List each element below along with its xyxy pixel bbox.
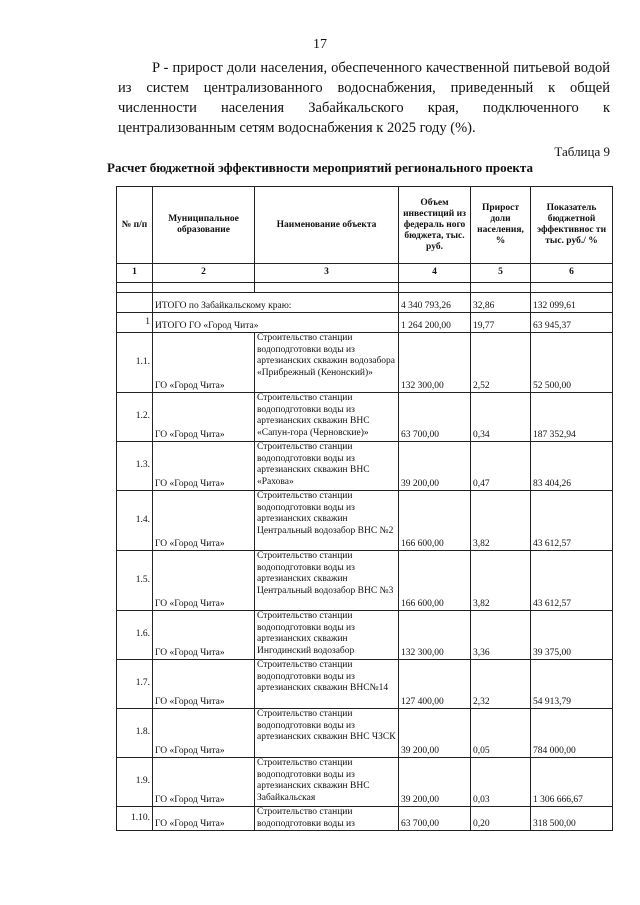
row-number: 1.6. bbox=[117, 611, 153, 660]
header-efficiency: Показатель бюджетной эффективнос ти тыс. руб./ % bbox=[531, 187, 613, 264]
row-growth: 0,47 bbox=[471, 442, 531, 491]
row-municipality: ГО «Город Чита» bbox=[153, 709, 255, 758]
header-num: № п/п bbox=[117, 187, 153, 264]
row-object: Строительство станции водоподготовки воды из артезианских скважин ВНС№14 bbox=[255, 660, 399, 709]
row-municipality: ГО «Город Чита» bbox=[153, 807, 255, 831]
row-growth: 0,05 bbox=[471, 709, 531, 758]
column-numbers-row bbox=[117, 264, 613, 283]
row-investment: 166 600,00 bbox=[399, 551, 471, 611]
row-object: Строительство станции водоподготовки воды из артезианских скважин ВНС Забайкальская bbox=[255, 758, 399, 807]
total-region-investment: 4 340 793,26 bbox=[399, 293, 471, 313]
row-growth: 3,82 bbox=[471, 491, 531, 551]
column-number: 6 bbox=[531, 264, 613, 283]
row-efficiency: 784 000,00 bbox=[531, 709, 613, 758]
row-investment: 132 300,00 bbox=[399, 333, 471, 393]
header-municipality: Муниципальное образование bbox=[153, 187, 255, 264]
table-row bbox=[117, 709, 613, 758]
row-number: 1.1. bbox=[117, 333, 153, 393]
row-number: 1.9. bbox=[117, 758, 153, 807]
row-object: Строительство станции водоподготовки воды из артезианских скважин Центральный водозабор ВНС №2 bbox=[255, 491, 399, 551]
row-growth: 0,03 bbox=[471, 758, 531, 807]
table-row bbox=[117, 491, 613, 551]
column-number: 1 bbox=[117, 264, 153, 283]
row-municipality: ГО «Город Чита» bbox=[153, 758, 255, 807]
table-row bbox=[117, 333, 613, 393]
row-efficiency: 43 612,57 bbox=[531, 491, 613, 551]
table-row bbox=[117, 807, 613, 831]
row-investment: 39 200,00 bbox=[399, 709, 471, 758]
row-efficiency: 52 500,00 bbox=[531, 333, 613, 393]
table-row bbox=[117, 611, 613, 660]
row-efficiency: 1 306 666,67 bbox=[531, 758, 613, 807]
table-number: Таблица 9 bbox=[554, 144, 610, 159]
row-investment: 39 200,00 bbox=[399, 758, 471, 807]
row-growth: 3,82 bbox=[471, 551, 531, 611]
row-number: 1.10. bbox=[117, 807, 153, 831]
total-chita-label: ИТОГО ГО «Город Чита» bbox=[153, 313, 399, 333]
row-growth: 0,34 bbox=[471, 393, 531, 442]
row-investment: 132 300,00 bbox=[399, 611, 471, 660]
row-object: Строительство станции водоподготовки воды из артезианских скважин Ингодинский водозабор bbox=[255, 611, 399, 660]
total-chita-growth: 19,77 bbox=[471, 313, 531, 333]
row-municipality: ГО «Город Чита» bbox=[153, 491, 255, 551]
row-object: Строительство станции водоподготовки воды из артезианских скважин Центральный водозабор ВНС №3 bbox=[255, 551, 399, 611]
row-efficiency: 54 913,79 bbox=[531, 660, 613, 709]
table-title: Расчет бюджетной эффективности мероприятий регионального проекта bbox=[107, 160, 533, 175]
row-number: 1.5. bbox=[117, 551, 153, 611]
row-growth: 2,52 bbox=[471, 333, 531, 393]
row-growth: 3,36 bbox=[471, 611, 531, 660]
total-region-growth: 32,86 bbox=[471, 293, 531, 313]
header-row bbox=[117, 187, 613, 264]
spacer-row bbox=[117, 283, 613, 293]
budget-efficiency-table bbox=[116, 186, 613, 831]
row-growth: 2,32 bbox=[471, 660, 531, 709]
row-efficiency: 39 375,00 bbox=[531, 611, 613, 660]
row-investment: 127 400,00 bbox=[399, 660, 471, 709]
total-chita-efficiency: 63 945,37 bbox=[531, 313, 613, 333]
table-row bbox=[117, 393, 613, 442]
row-object: Строительство станции водоподготовки воды из артезианских скважин ВНС «Рахова» bbox=[255, 442, 399, 491]
row-municipality: ГО «Город Чита» bbox=[153, 442, 255, 491]
total-chita-investment: 1 264 200,00 bbox=[399, 313, 471, 333]
header-object: Наименование объекта bbox=[255, 187, 399, 264]
row-growth: 0,20 bbox=[471, 807, 531, 831]
row-investment: 63 700,00 bbox=[399, 807, 471, 831]
table-row bbox=[117, 758, 613, 807]
row-municipality: ГО «Город Чита» bbox=[153, 393, 255, 442]
page-number: 17 bbox=[313, 37, 327, 52]
row-number: 1.7. bbox=[117, 660, 153, 709]
row-object: Строительство станции водоподготовки воды из артезианских скважин ВНС ЧЗСК bbox=[255, 709, 399, 758]
row-investment: 63 700,00 bbox=[399, 393, 471, 442]
row-efficiency: 43 612,57 bbox=[531, 551, 613, 611]
column-number: 5 bbox=[471, 264, 531, 283]
table-row bbox=[117, 660, 613, 709]
row-number: 1.3. bbox=[117, 442, 153, 491]
total-region-efficiency: 132 099,61 bbox=[531, 293, 613, 313]
row-number: 1.2. bbox=[117, 393, 153, 442]
row-object: Строительство станции водоподготовки воды из артезианских скважин ВНС «Сапун-гора (Черновские)» bbox=[255, 393, 399, 442]
row-number: 1.8. bbox=[117, 709, 153, 758]
table-row bbox=[117, 442, 613, 491]
header-growth: Прирост доли населения, % bbox=[471, 187, 531, 264]
row-municipality: ГО «Город Чита» bbox=[153, 611, 255, 660]
row-object: Строительство станции водоподготовки воды из артезианских скважин водозабора «Прибрежный (Кенонский)» bbox=[255, 333, 399, 393]
row-efficiency: 187 352,94 bbox=[531, 393, 613, 442]
total-chita-row bbox=[117, 313, 613, 333]
column-number: 3 bbox=[255, 264, 399, 283]
row-investment: 39 200,00 bbox=[399, 442, 471, 491]
row-efficiency: 318 500,00 bbox=[531, 807, 613, 831]
row-number: 1.4. bbox=[117, 491, 153, 551]
row-investment: 166 600,00 bbox=[399, 491, 471, 551]
intro-paragraph: P - прирост доли населения, обеспеченного качественной питьевой водой из систем централизованного водоснабжения, приведенный к общей численности населения Забайкальского края, подключенного к централизованным сетям водоснабжения к 2025 году (%). bbox=[118, 60, 610, 136]
total-chita-num: 1 bbox=[117, 313, 153, 333]
row-object: Строительство станции водоподготовки воды из bbox=[255, 807, 399, 831]
total-region-row bbox=[117, 293, 613, 313]
row-municipality: ГО «Город Чита» bbox=[153, 551, 255, 611]
column-number: 4 bbox=[399, 264, 471, 283]
row-efficiency: 83 404,26 bbox=[531, 442, 613, 491]
row-municipality: ГО «Город Чита» bbox=[153, 333, 255, 393]
row-municipality: ГО «Город Чита» bbox=[153, 660, 255, 709]
table-row bbox=[117, 551, 613, 611]
total-region-label: ИТОГО по Забайкальскому краю: bbox=[153, 293, 399, 313]
header-investment: Объем инвестиций из федераль ного бюджета, тыс. руб. bbox=[399, 187, 471, 264]
column-number: 2 bbox=[153, 264, 255, 283]
